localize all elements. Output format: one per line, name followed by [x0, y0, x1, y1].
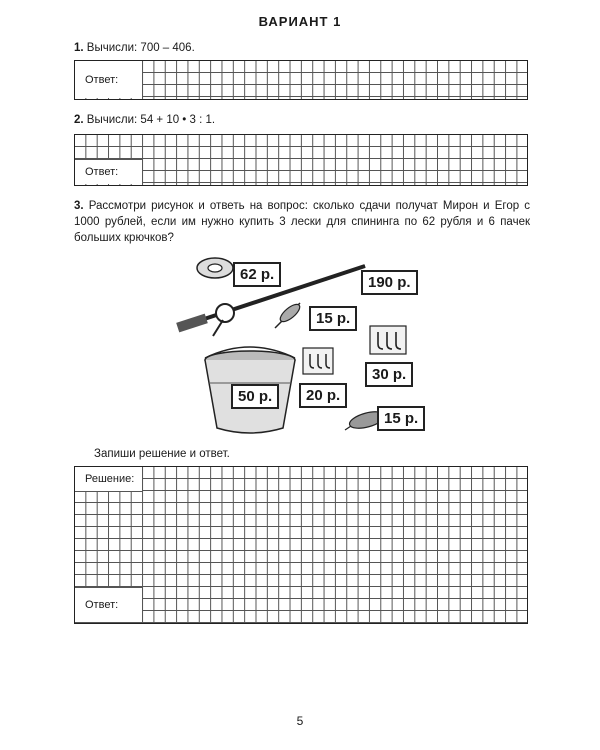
price-rod: 190 р.	[361, 270, 418, 295]
price-small-hooks: 20 р.	[299, 383, 347, 408]
float-icon	[275, 301, 302, 328]
line-spool-icon	[197, 258, 233, 278]
price-line: 62 р.	[233, 262, 281, 287]
variant-title: ВАРИАНТ 1	[258, 14, 342, 29]
price-big-hooks: 30 р.	[365, 362, 413, 387]
task-3-text: Рассмотри рисунок и ответь на вопрос: сколько сдачи получат Мирон и Егор с 1000 рублей, если им нужно купить 3 лески для спининга по 62 рубля и 6 пачек больших крючков?	[74, 200, 530, 244]
price-float: 15 р.	[309, 306, 357, 331]
task-1-prompt	[74, 40, 195, 56]
small-hooks-pack-icon	[303, 348, 333, 374]
task-1-number: 1.	[74, 42, 84, 54]
task-2-text: Вычисли: 54 + 10 • 3 : 1.	[86, 114, 216, 126]
fishing-illustration	[175, 248, 430, 438]
task-2-number: 2.	[74, 114, 84, 126]
task-1-answer-label: Ответ:	[75, 61, 143, 98]
page-number: 5	[296, 714, 304, 728]
task-3-solution-label: Решение:	[75, 467, 143, 492]
big-hooks-pack-icon	[370, 326, 406, 354]
task-2-answer-label: Ответ:	[75, 159, 143, 184]
task-3-number: 3.	[74, 200, 84, 212]
task-1-text: Вычисли: 700 – 406.	[86, 42, 195, 54]
task-1-answer-grid[interactable]	[74, 60, 528, 100]
task-2-prompt	[74, 112, 215, 128]
price-lure: 15 р.	[377, 406, 425, 431]
task-3-solution-grid[interactable]	[74, 466, 528, 624]
task-2-answer-grid[interactable]	[74, 134, 528, 186]
task-3-answer-label: Ответ:	[75, 587, 143, 622]
price-bucket: 50 р.	[231, 384, 279, 409]
task-3-prompt	[74, 198, 530, 246]
task-3-instruction: Запиши решение и ответ.	[94, 448, 230, 460]
